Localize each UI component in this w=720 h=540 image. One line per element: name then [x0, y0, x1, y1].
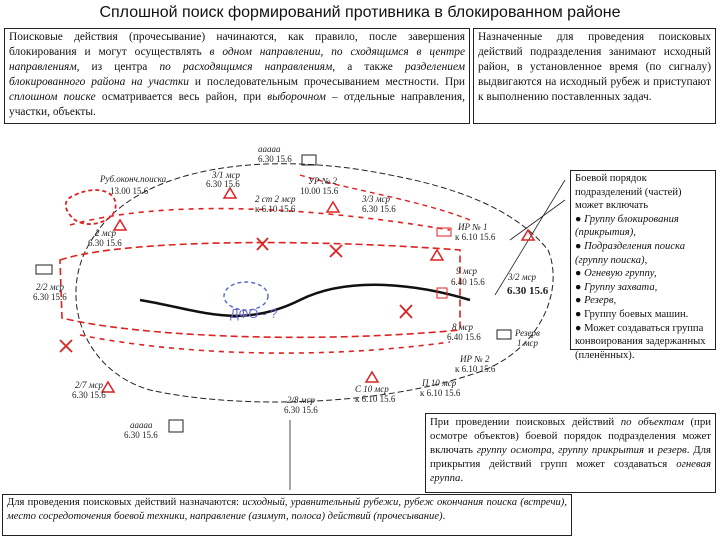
- unit-triangle: [522, 230, 534, 240]
- pointer-line: [510, 200, 565, 240]
- unit-box: [497, 330, 511, 339]
- order-item: ● Подразделения поиска (группу поиска),: [575, 240, 686, 266]
- map-label: 2/8 мср: [287, 395, 315, 405]
- map-label: 6.30 15.6: [33, 292, 67, 302]
- bottom-textbox: [2, 494, 572, 536]
- intro-text: в одном направлении: [209, 46, 321, 58]
- map-label: 6.30 15.6: [88, 238, 122, 248]
- intro-text: сплошном поиске: [9, 91, 96, 103]
- tasks-text: Назначенные для проведения поисковых действий подразделения занимают исходный район, в установленное время (по сигналу) выдвигаются на исходный рубеж и приступают к выполнению поставленных задач.: [478, 31, 711, 103]
- search-text: . Для прикрытия действий групп может создаваться: [430, 444, 711, 470]
- map-label: к 6.10 15.6: [455, 232, 496, 242]
- unit-triangle: [327, 202, 339, 212]
- map-label: 6.40 15.6: [451, 277, 485, 287]
- intro-text: ,: [320, 46, 332, 58]
- unit-box: [36, 265, 52, 274]
- map-label: 13.00 15.6: [110, 186, 149, 196]
- bottom-text: .: [442, 511, 446, 522]
- map-label: 10.00 15.6: [300, 186, 339, 196]
- order-item-text: Огневую группу,: [584, 268, 657, 280]
- intro-text: – отдельные направления, участки, объекты.: [9, 91, 466, 118]
- map-label: Руб.оконч.поиска: [100, 174, 167, 184]
- intro-text: по расходящимся направлениям: [159, 61, 333, 73]
- road-line: [140, 285, 470, 316]
- map-label: 1 мср: [517, 338, 538, 348]
- order-item-text: Группу боевых машин.: [584, 308, 689, 320]
- map-label: ИР № 2: [460, 354, 490, 364]
- map-label: 2 мср: [95, 228, 116, 238]
- order-item-text: Может создаваться группа конвоирования задержанных (пленённых).: [575, 322, 706, 361]
- intro-text: по сходящимся в центре направлениям: [9, 46, 466, 73]
- search-text: огневая группа: [430, 458, 711, 484]
- unit-triangle: [431, 250, 443, 260]
- intro-text: и последовательным прочесыванием местности. При: [189, 76, 465, 88]
- order-intro: Боевой порядок подразделений (частей) может включать: [575, 173, 682, 212]
- map-label: 2/7 мср: [75, 380, 103, 390]
- order-item: ● Группу захвата,: [575, 281, 658, 293]
- map-label: ИР № 1: [458, 222, 488, 232]
- map-label: 3/1 мср: [212, 170, 240, 180]
- map-label: 2 ст 2 мср: [255, 194, 296, 204]
- map-label: к 6.10 15.6: [420, 388, 461, 398]
- order-item-text: Группу блокирования (прикрытия),: [575, 213, 679, 239]
- order-item: ● Резерв,: [575, 295, 617, 307]
- intro-text: осматривается весь район, при: [95, 91, 268, 103]
- unit-box: [169, 420, 183, 432]
- map-label: ааааа: [258, 144, 281, 154]
- map-label: 3/3 мср: [362, 194, 390, 204]
- order-item: ● Группу блокирования (прикрытия),: [575, 213, 679, 239]
- battle-order-textbox: [570, 170, 716, 361]
- page-title: Сплошной поиск формирований противника в блокированном районе: [99, 4, 621, 21]
- map-label: к 6.10 15.6: [355, 394, 396, 404]
- search-text: и: [644, 444, 658, 456]
- search-text: (при осмотре объектов) боевой порядок подразделения может включать: [430, 416, 712, 456]
- tasks-textbox: [473, 28, 716, 124]
- search-text: резерв: [657, 444, 687, 456]
- order-item-text: Группу захвата,: [584, 281, 658, 293]
- map-label: ааааа: [130, 420, 153, 430]
- search-text: При проведении поисковых действий: [430, 416, 621, 428]
- map-label: 6.30 15.6: [124, 430, 158, 440]
- map-label: 2/2 мср: [36, 282, 64, 292]
- enemy-label: ДФО - ?: [230, 306, 278, 321]
- unit-triangle: [224, 188, 236, 198]
- order-item-text: Резерв,: [584, 295, 617, 307]
- map-label: УР № 2: [308, 176, 338, 186]
- map-label: П 10 мср: [422, 378, 457, 388]
- object-search-textbox: [425, 413, 716, 493]
- order-item: ● Группу боевых машин.: [575, 308, 689, 320]
- cross-mark: [60, 238, 412, 352]
- intro-text: Поисковые действия (прочесывание) начинаются, как правило, после завершения блокирования и могут осуществлять: [9, 31, 465, 58]
- map-label: С 10 мср: [355, 384, 389, 394]
- bottom-text: Для проведения поисковых действий назначаются:: [7, 497, 243, 508]
- search-text: .: [460, 472, 464, 484]
- map-label: 3/2 мср: [508, 272, 536, 282]
- map-label: 6.30 15.6: [507, 285, 549, 297]
- map-label: 9 мср: [456, 266, 477, 276]
- bottom-text: исходный, уравнительный рубежи, рубеж окончания поиска (встречи), место сосредоточения боевой техники, направление (азимут, полоса) действий (прочесывание): [7, 497, 567, 522]
- intro-text: , а также: [332, 61, 405, 73]
- order-item: ● Может создаваться группа конвоирования задержанных (пленённых).: [575, 322, 706, 361]
- order-item: ● Огневую группу,: [575, 268, 657, 280]
- intro-text: разделением блокированного района на участки: [9, 61, 466, 88]
- order-item-text: Подразделения поиска (группу поиска),: [575, 240, 686, 266]
- map-label: к 6.10 15.6: [255, 204, 296, 214]
- search-text: группу осмотра, группу прикрытия: [476, 444, 645, 456]
- map-label: 6.30 15.6: [206, 179, 240, 189]
- unit-triangle: [366, 372, 378, 382]
- map-label: 6.30 15.6: [284, 405, 318, 415]
- map-label: 8 мср: [452, 322, 473, 332]
- intro-text: , из центра: [76, 61, 160, 73]
- map-label: 6.30 15.6: [258, 154, 292, 164]
- unit-box: [302, 155, 316, 165]
- map-label: Резерв: [515, 328, 540, 338]
- map-label: 6.30 15.6: [72, 390, 106, 400]
- map-label: к 6.10 15.6: [455, 364, 496, 374]
- search-area: [60, 243, 460, 338]
- left-zone: [66, 190, 116, 224]
- map-label: 6.40 15.6: [447, 332, 481, 342]
- intro-text: выборочном: [267, 91, 326, 103]
- map-label: 6.30 15.6: [362, 204, 396, 214]
- search-text: по объектам: [620, 416, 684, 428]
- intro-textbox: [4, 28, 470, 124]
